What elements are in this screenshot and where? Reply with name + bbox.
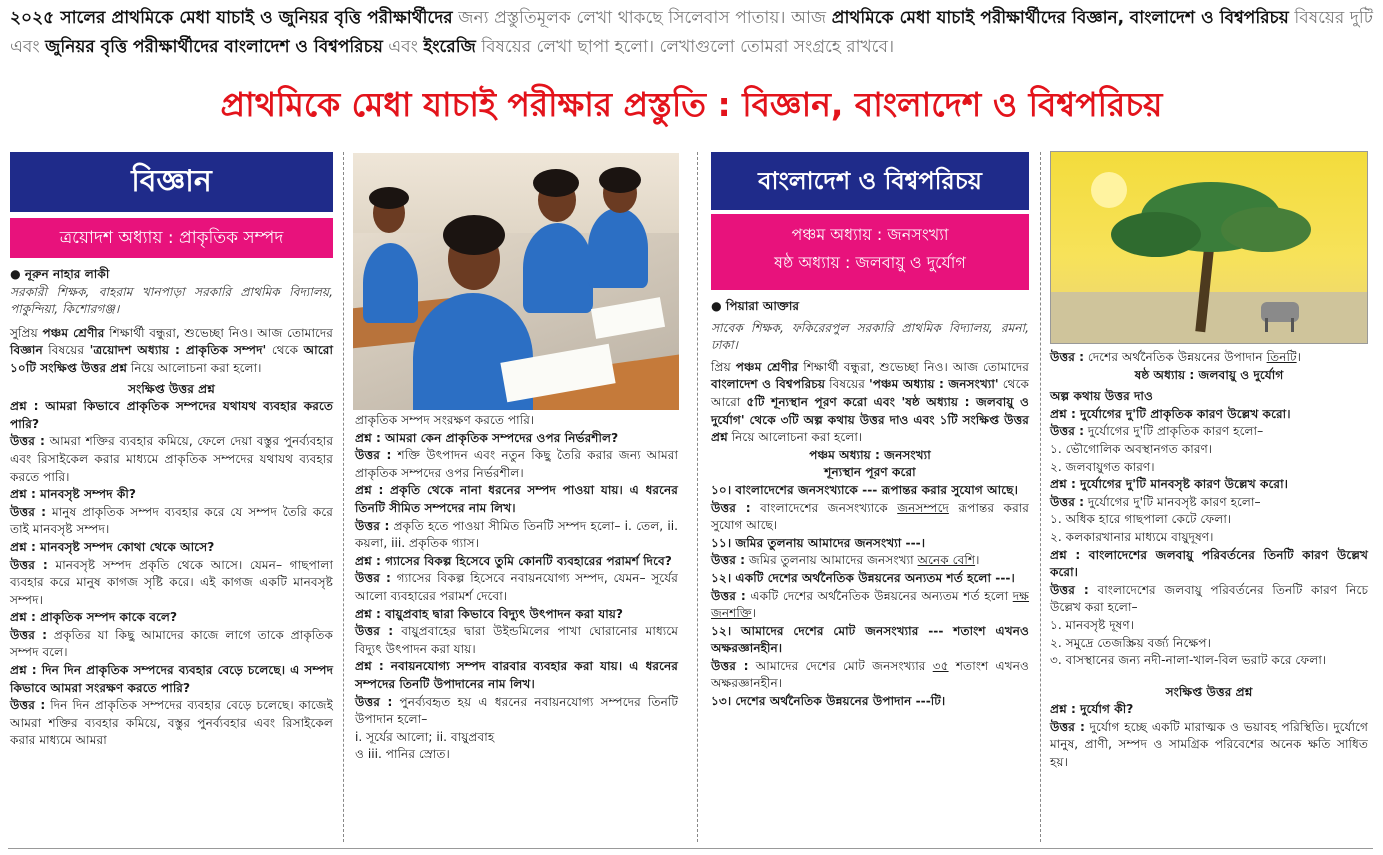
intro-paragraph [10,4,1373,62]
answer: উত্তর : আমরা শক্তির ব্যবহার কমিয়ে, ফেলে দেয়া বস্তুর পুনর্ব্যবহার এবং রিসাইকেল করার মাধ্যমে প্রাকৃতিক সম্পদের যথাযথ ব্যবহার করতে পারি। [10,434,334,484]
section-heading: পঞ্চম অধ্যায় : জনসংখ্যা [809,447,931,462]
intro-text: ২০২৫ সালের প্রাথমিকে মেধা যাচাই ও জুনিয়র বৃত্তি পরীক্ষার্থীদের [10,8,453,28]
column-divider [343,152,344,842]
answer-list: ১. ভৌগোলিক অবস্থানগত কারণ। [1050,441,1213,456]
bd-banner: বাংলাদেশ ও বিশ্বপরিচয় [711,152,1029,210]
column-divider [1040,152,1041,842]
question: ১২। আমাদের দেশের মোট জনসংখ্যার --- শতাংশ এখনও অক্ষরজ্ঞানহীন। [711,623,1029,656]
intro-text: সুপ্রিয় পঞ্চম শ্রেণীর শিক্ষার্থী বন্ধুরা, শুভেচ্ছা নিও। আজ তোমাদের বিজ্ঞান বিষয়ের 'ত্রয়োদশ অধ্যায় : প্রাকৃতিক সম্পদ' থেকে আরো ১০টি সংক্ষিপ্ত উত্তর প্রশ্ন নিয়ে আলোচনা করা হলো। [10,325,333,375]
question: ১১। জমির তুলনায় আমাদের জনসংখ্যা ---। [711,535,926,550]
science-chapter-bar: ত্রয়োদশ অধ্যায় : প্রাকৃতিক সম্পদ [10,218,333,258]
page-headline: প্রাথমিকে মেধা যাচাই পরীক্ষার প্রস্তুতি : বিজ্ঞান, বাংলাদেশ ও বিশ্বপরিচয় [220,85,1163,124]
author-name: ● পিয়ারা আক্তার [711,299,800,313]
question: প্রশ্ন : নবায়নযোগ্য সম্পদ বারবার ব্যবহার করা যায়। এ ধরনের সম্পদের তিনটি উপাদানের নাম লিখ। [355,659,678,691]
question: প্রশ্ন : আমরা কিভাবে প্রাকৃতিক সম্পদের যথাযথ ব্যবহার করতে পারি? [10,399,333,431]
answer: উত্তর : দেশের অর্থনৈতিক উন্নয়নের উপাদান তিনটি। [1050,350,1301,364]
answer-list: ২. কলকারখানার মাধ্যমে বায়ুদূষণ। [1050,529,1214,544]
subheading: অল্প কথায় উত্তর দাও [1050,389,1153,404]
question: প্রশ্ন : দুর্যোগের দু'টি প্রাকৃতিক কারণ উল্লেখ করো। [1050,406,1291,421]
answer-list: ১. মানবসৃষ্ট দূষণ। [1050,617,1135,632]
answer: উত্তর : দিন দিন প্রাকৃতিক সম্পদের ব্যবহার বেড়ে চলেছে। কাজেই আমরা শক্তির ব্যবহার কমিয়ে, বস্তুর পুনর্ব্যবহার এবং রিসাইকেল করার মাধ্যমে আমরা [10,698,333,748]
question: ১৩। দেশের অর্থনৈতিক উন্নয়নের উপাদান ---টি। [711,694,946,709]
science-column-continued [355,412,678,764]
bd-chapter-bar [711,214,1029,290]
answer: উত্তর : দুর্যোগের দু'টি মানবসৃষ্ট কারণ হলো– [1050,494,1261,509]
answer: উত্তর : গ্যাসের বিকল্প হিসেবে নবায়নযোগ্য সম্পদ, যেমন– সূর্যের আলো ব্যবহারের পরামর্শ দেবো। [355,571,678,603]
section-heading: ষষ্ঠ অধ্যায় : জলবায়ু ও দুর্যোগ [1134,367,1284,382]
answer: উত্তর : দুর্যোগের দু'টি প্রাকৃতিক কারণ হলো– [1050,424,1264,439]
drought-illustration [1050,151,1368,344]
answer-list: i. সূর্যের আলো; ii. বায়ুপ্রবাহ [355,729,495,744]
science-column [10,152,333,750]
bd-column-continued [1050,349,1368,772]
answer-list: ২. সমুদ্রে তেজস্ক্রিয় বর্জ্য নিক্ষেপ। [1050,635,1211,650]
intro-text: প্রিয় পঞ্চম শ্রেণীর শিক্ষার্থী বন্ধুরা, শুভেচ্ছা নিও। আজ তোমাদের বাংলাদেশ ও বিশ্বপরিচয় বিষয়ের 'পঞ্চম অধ্যায় : জনসংখ্যা' থেকে আরো ৫টি শূন্যস্থান পূরণ করো এবং 'ষষ্ঠ অধ্যায় : জলবায়ু ও দুর্যোগ' থেকে ৩টি অল্প কথায় উত্তর দাও এবং ১টি সংক্ষিপ্ত উত্তর প্রশ্ন নিয়ে আলোচনা করা হলো। [711,359,1030,445]
question: প্রশ্ন : দুর্যোগ কী? [1050,702,1134,717]
section-heading: সংক্ষিপ্ত উত্তর প্রশ্ন [1165,684,1253,699]
science-banner: বিজ্ঞান [10,152,333,212]
answer: উত্তর : জমির তুলনায় আমাদের জনসংখ্যা অনেক বেশি। [711,553,980,568]
question: প্রশ্ন : মানবসৃষ্ট সম্পদ কোথা থেকে আসে? [10,539,215,554]
classroom-photo [353,153,679,410]
answer: উত্তর : বাংলাদেশের জলবায়ু পরিবর্তনের তিনটি কারণ নিচে উল্লেখ করা হলো– [1050,582,1369,615]
intro-text: প্রাথমিকে মেধা যাচাই পরীক্ষার্থীদের বিজ্ঞান, [831,8,1125,28]
column-divider [697,152,698,842]
section-heading: সংক্ষিপ্ত উত্তর প্রশ্ন [128,381,215,396]
question: ১২। একটি দেশের অর্থনৈতিক উন্নয়নের অন্যতম শর্ত হলো ---। [711,570,1015,585]
question: প্রশ্ন : আমরা কেন প্রাকৃতিক সম্পদের ওপর নির্ভরশীল? [355,430,619,445]
bottom-rule [8,848,1373,849]
question: প্রশ্ন : গ্যাসের বিকল্প হিসেবে তুমি কোনটি ব্যবহারের পরামর্শ দিবে? [355,553,672,568]
question: প্রশ্ন : বাংলাদেশের জলবায়ু পরিবর্তনের তিনটি কারণ উল্লেখ করো। [1050,547,1368,580]
intro-text: এবং [382,37,424,57]
author-name: ● নূরুন নাহার লাকী [10,267,110,281]
chapter-line: পঞ্চম অধ্যায় : জনসংখ্যা [791,225,949,244]
answer-list: ও iii. পানির স্রোত। [355,747,450,762]
answer: উত্তর : প্রকৃতির যা কিছু আমাদের কাজে লাগে তাকে প্রাকৃতিক সম্পদ বলে। [10,627,334,660]
chapter-line: ষষ্ঠ অধ্যায় : জলবায়ু ও দুর্যোগ [774,253,966,272]
question: প্রশ্ন : দিন দিন প্রাকৃতিক সম্পদের ব্যবহার বেড়ে চলেছে। এ সম্পদ কিভাবে আমরা সংরক্ষণ করতে পারি? [10,663,333,695]
answer-list: ৩. বাসস্থানের জন্য নদী-নালা-খাল-বিল ভরাট করে ফেলা। [1050,653,1327,668]
question: প্রশ্ন : দুর্যোগের দু'টি মানবসৃষ্ট কারণ উল্লেখ করো। [1050,477,1288,492]
answer: উত্তর : বায়ুপ্রবাহের দ্বারা উইন্ডমিলের পাখা ঘোরানোর মাধ্যমে বিদ্যুৎ উৎপাদন করা যায়। [355,624,678,656]
bd-column [711,152,1029,711]
intro-text: বাংলাদেশ ও বিশ্বপরিচয় [1129,8,1289,28]
author-affiliation: সরকারী শিক্ষক, বাহরাম খানপাড়া সরকারি প্রাথমিক বিদ্যালয়, পাকুন্দিয়া, কিশোরগঞ্জ। [10,284,333,317]
answer: উত্তর : শক্তি উৎপাদন এবং নতুন কিছু তৈরি করার জন্য আমরা প্রাকৃতিক সম্পদের ওপর নির্ভরশীল। [355,448,679,480]
intro-text: বিষয়ের লেখা ছাপা হলো। লেখাগুলো তোমরা সংগ্রহে রাখবে। [475,37,895,57]
intro-text: ইংরেজি [423,37,476,57]
intro-text: জুনিয়র বৃত্তি পরীক্ষার্থীদের বাংলাদেশ ও বিশ্বপরিচয় [45,37,383,57]
question: প্রশ্ন : প্রাকৃতিক সম্পদ কাকে বলে? [10,610,178,625]
question: প্রশ্ন : বায়ুপ্রবাহ দ্বারা কিভাবে বিদ্যুৎ উৎপাদন করা যায়? [355,606,624,621]
author-affiliation: সাবেক শিক্ষক, ফকিরেরপুল সরকারি প্রাথমিক বিদ্যালয়, রমনা, ঢাকা। [711,320,1029,353]
question: ১০। বাংলাদেশের জনসংখ্যাকে --- রূপান্তর করার সুযোগ আছে। [711,482,1018,497]
answer: উত্তর : প্রকৃতি হতে পাওয়া সীমিত তিনটি সম্পদ হলো– i. তেল, ii. কয়লা, iii. প্রকৃতিক গ্যাস। [355,518,679,551]
answer: উত্তর : পুনর্ব্যবহৃত হয় এ ধরনের নবায়নযোগ্য সম্পদের তিনটি উপাদান হলো– [355,694,679,727]
answer: উত্তর : একটি দেশের অর্থনৈতিক উন্নয়নের অন্যতম শর্ত হলো দক্ষ জনশক্তি। [711,588,1030,621]
answer-list: ২. জলবায়ুগত কারণ। [1050,459,1155,474]
section-heading: শূন্যস্থান পূরণ করো [824,465,916,480]
intro-text: জন্য প্রস্তুতিমূলক লেখা থাকছে সিলেবাস পাতায়। আজ [452,8,832,28]
answer: উত্তর : মানুষ প্রাকৃতিক সম্পদ ব্যবহার করে যে সম্পদ তৈরি করে তাই মানবসৃষ্ট সম্পদ। [10,504,334,537]
answer: উত্তর : আমাদের দেশের মোট জনসংখ্যার ৩৫ শতাংশ এখনও অক্ষরজ্ঞানহীন। [711,658,1030,691]
answer: উত্তর : বাংলাদেশের জনসংখ্যাকে জনসম্পদে রূপান্তর করার সুযোগ আছে। [711,500,1030,533]
answer: উত্তর : মানবসৃষ্ট সম্পদ প্রকৃতি থেকে আসে। যেমন– গাছপালা ব্যবহার করে মানুষ কাগজ সৃষ্টি করে। এই কাগজ একটি মানবসৃষ্ট সম্পদ। [10,557,333,607]
answer-continued: প্রাকৃতিক সম্পদ সংরক্ষণ করতে পারি। [355,413,535,427]
answer-list: ১. অধিক হারে গাছপালা কেটে ফেলা। [1050,512,1232,527]
question: প্রশ্ন : মানবসৃষ্ট সম্পদ কী? [10,487,136,502]
intro-text: বিষয়ের দুটি এবং [10,8,1373,57]
question: প্রশ্ন : প্রকৃতি থেকে নানা ধরনের সম্পদ পাওয়া যায়। এ ধরনের তিনটি সীমিত সম্পদের নাম লিখ। [355,483,678,515]
answer: উত্তর : দুর্যোগ হচ্ছে একটি মারাত্মক ও ভয়াবহ পরিস্থিতি। দুর্যোগে মানুষ, প্রাণী, সম্পদ ও সামগ্রিক পরিবেশের অনেক ক্ষতি সাধিত হয়। [1050,719,1368,770]
